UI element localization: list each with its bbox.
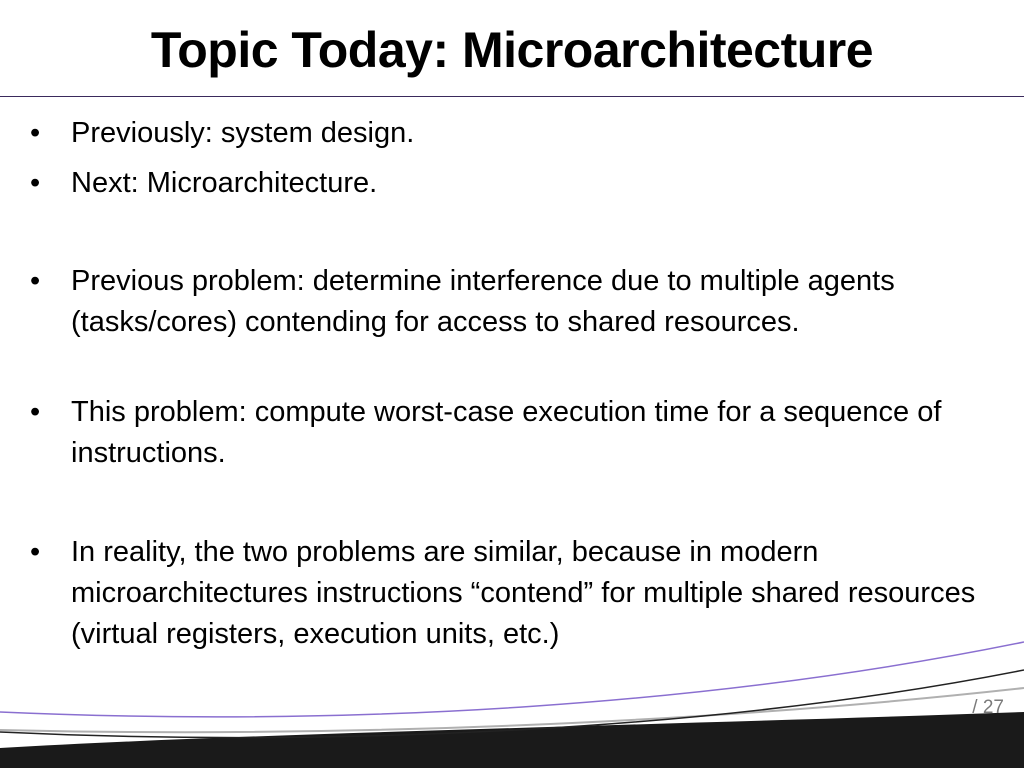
bullet-item <box>30 392 990 474</box>
bullet-text: This problem: compute worst-case execution time for a sequence of instructions. <box>71 396 942 469</box>
bullet-marker: • <box>30 265 41 297</box>
footer-swoosh-decoration <box>0 620 1024 768</box>
title-divider <box>0 96 1024 97</box>
bullet-item <box>30 261 990 343</box>
bullet-text: In reality, the two problems are similar, because in modern microarchitectures instructions “contend” for multiple shared resources (virtual registers, execution units, etc.) <box>71 536 976 650</box>
bullet-text: Previous problem: determine interference due to multiple agents (tasks/cores) contending for access to shared resources. <box>71 265 895 338</box>
bullet-item <box>30 163 990 204</box>
bullet-text: Next: Microarchitecture. <box>71 167 378 199</box>
footer-purple-curve <box>0 642 1024 717</box>
bullet-item <box>30 113 990 154</box>
bullet-marker: • <box>30 167 41 199</box>
bullet-marker: • <box>30 536 41 568</box>
bullet-text: Previously: system design. <box>71 117 415 149</box>
page-number: / 27 <box>972 697 1004 718</box>
slide-title: Topic Today: Microarchitecture <box>150 22 874 78</box>
footer-dark-band <box>0 712 1024 768</box>
bullet-marker: • <box>30 117 41 149</box>
bullet-marker: • <box>30 396 41 428</box>
